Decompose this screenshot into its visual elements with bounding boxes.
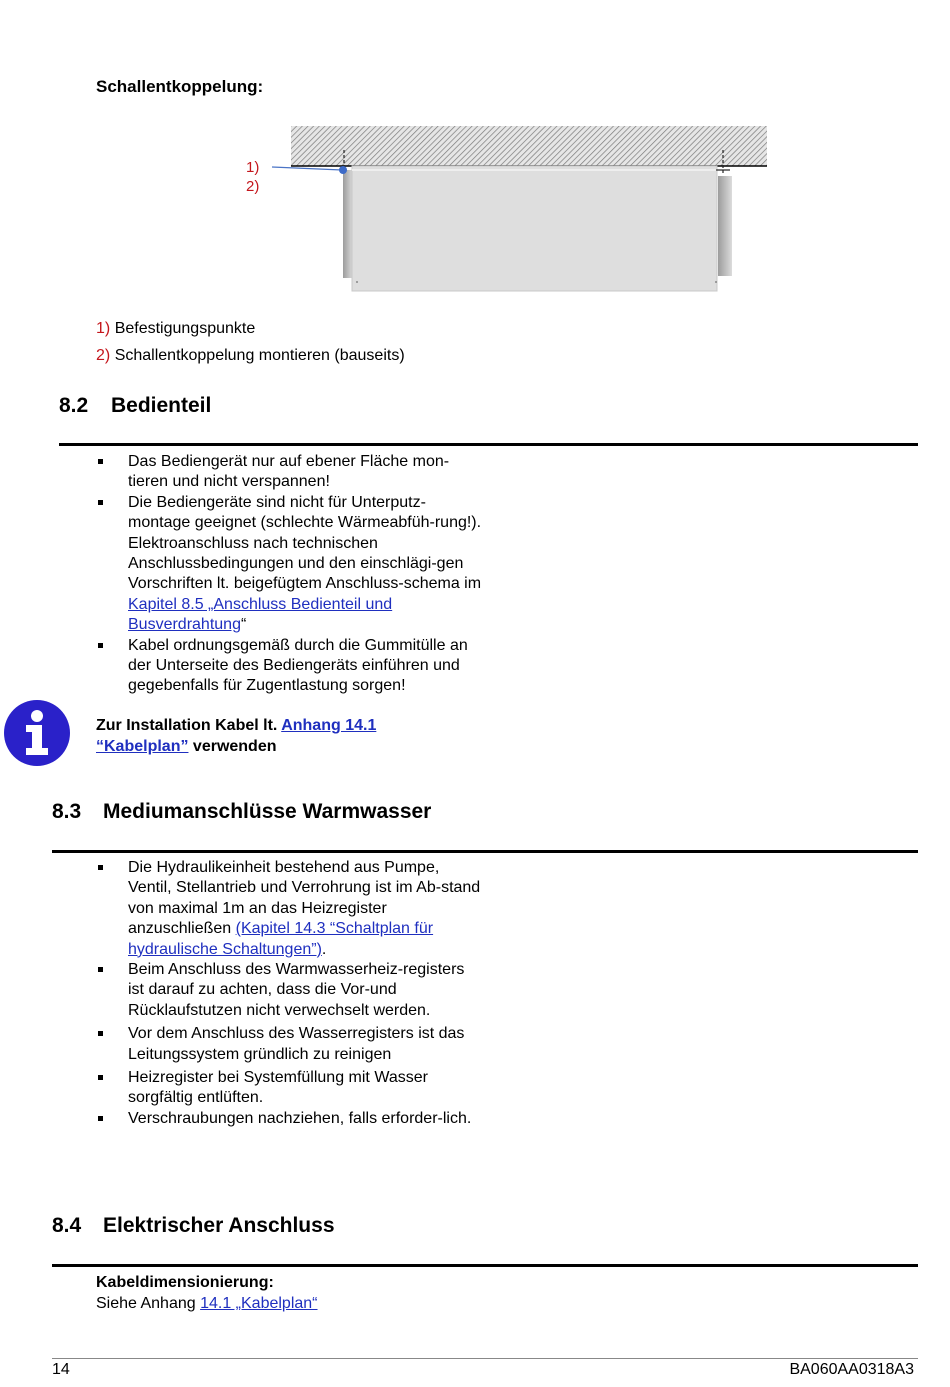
leader-line xyxy=(272,167,342,170)
section-title: Elektrischer Anschluss xyxy=(103,1214,335,1237)
section-rule xyxy=(52,850,918,853)
figure-label-1: 1) xyxy=(246,159,260,176)
figure-label-2: 2) xyxy=(246,178,260,195)
list-item: Verschraubungen nachziehen, falls erforder-lich. xyxy=(96,1109,483,1129)
section-heading-8-2 xyxy=(59,394,211,418)
legend-text: Befestigungspunkte xyxy=(114,320,256,337)
legend-item xyxy=(96,315,405,342)
list-item-text: “ xyxy=(240,616,247,634)
info-icon xyxy=(2,698,72,768)
section-rule xyxy=(52,1264,918,1267)
unit-body xyxy=(352,166,717,291)
bullet-list-8-3 xyxy=(96,858,496,1129)
legend-item xyxy=(96,342,405,369)
section-title: Bedienteil xyxy=(111,394,212,417)
footer-rule xyxy=(52,1358,918,1359)
section-number: 8.3 xyxy=(52,800,82,823)
section-heading-8-3 xyxy=(52,800,431,824)
section-heading-8-4 xyxy=(52,1214,335,1238)
info-text: verwenden xyxy=(188,738,277,755)
legend-number: 2) xyxy=(96,347,111,364)
info-text: Zur Installation Kabel lt. xyxy=(96,717,282,734)
info-note xyxy=(96,715,426,757)
link-kapitel-8-5[interactable]: Kapitel 8.5 „Anschluss Bedienteil und Busverdrahtung xyxy=(128,595,393,634)
section-rule xyxy=(59,443,918,446)
link-kapitel-14-3[interactable]: (Kapitel 14.3 “Schaltplan für hydraulische Schaltungen”) xyxy=(128,920,434,958)
unit-right-flange xyxy=(718,176,732,276)
list-item: Heizregister bei Systemfüllung mit Wasser sorgfältig entlüften. xyxy=(96,1068,478,1109)
mounting-figure xyxy=(240,120,780,300)
list-item xyxy=(96,858,483,960)
cable-dimension-heading: Kabeldimensionierung: xyxy=(96,1274,274,1291)
list-item: Das Bediengerät nur auf ebener Fläche mon-tieren und nicht verspannen! xyxy=(96,452,483,493)
figure-heading: Schallentkoppelung: xyxy=(96,77,264,96)
leader-dot xyxy=(339,166,347,174)
document-code: BA060AA0318A3 xyxy=(789,1361,914,1378)
list-item-text: Die Bediengeräte sind nicht für Unterputz-montage geeignet (schlechte Wärmeabfüh-rung!). Elektroanschluss nach technischen Anschlussbedingungen und den einschlägi-gen Vorschriften lt. beigefügtem Anschluss-schema im xyxy=(128,493,482,593)
section-number: 8.4 xyxy=(52,1214,82,1237)
link-anhang-14-1[interactable]: Anhang 14.1 “Kabelplan” xyxy=(96,717,377,755)
list-item xyxy=(96,493,483,636)
bullet-list-8-2 xyxy=(96,452,496,697)
ceiling-hatch xyxy=(291,126,767,166)
page-number: 14 xyxy=(52,1361,70,1378)
legend-text: Schallentkoppelung montieren (bauseits) xyxy=(114,347,405,364)
cable-dimension-text xyxy=(96,1295,318,1313)
cable-text: Siehe Anhang xyxy=(96,1295,201,1312)
legend xyxy=(96,315,405,369)
list-item: Kabel ordnungsgemäß durch die Gummitülle an der Unterseite des Bediengeräts einführen und gegebenfalls für Zugentlastung sorgen! xyxy=(96,636,488,697)
list-item-text: Die Hydraulikeinheit bestehend aus Pumpe, Ventil, Stellantrieb und Verrohrung ist im Ab-stand von maximal 1m an das Heizregister anzuschließen xyxy=(128,859,481,938)
section-title: Mediumanschlüsse Warmwasser xyxy=(103,800,432,823)
list-item: Beim Anschluss des Warmwasserheiz-registers ist darauf zu achten, dass die Vor-und Rücklaufstutzen nicht verwechselt werden. xyxy=(96,960,478,1021)
list-item-text: . xyxy=(321,940,327,958)
list-item: Vor dem Anschluss des Wasserregisters ist das Leitungssystem gründlich zu reinigen xyxy=(96,1024,478,1065)
legend-number: 1) xyxy=(96,320,111,337)
section-number: 8.2 xyxy=(59,394,89,417)
link-kabelplan[interactable]: 14.1 „Kabelplan“ xyxy=(200,1295,318,1312)
